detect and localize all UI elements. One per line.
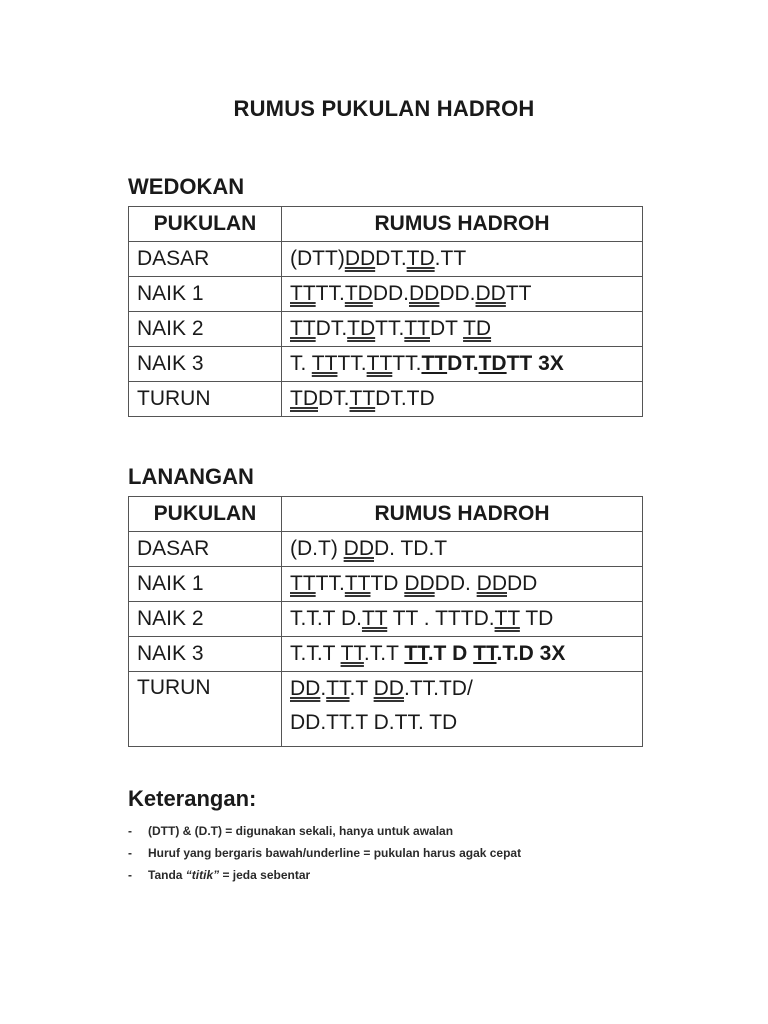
- underlined-beat: TD: [344, 282, 373, 305]
- pukulan-name: DASAR: [129, 242, 282, 277]
- underlined-beat: TT: [344, 572, 371, 595]
- pukulan-name: NAIK 3: [129, 637, 282, 672]
- formula-text: .T: [349, 677, 374, 700]
- rumus-formula: [282, 312, 643, 347]
- notes-title: Keterangan:: [128, 786, 257, 811]
- formula-text: TT.: [392, 352, 422, 375]
- bold-beat: DT.: [447, 352, 479, 375]
- bullet-dash: -: [128, 868, 132, 882]
- formula-text: TT: [505, 282, 532, 305]
- table-row: [129, 382, 643, 417]
- table-header-row: [129, 207, 643, 242]
- underlined-beat: TT: [404, 317, 430, 340]
- pukulan-name: NAIK 3: [129, 347, 282, 382]
- bold-underlined-beat: TT: [473, 642, 497, 665]
- pukulan-name: NAIK 2: [129, 312, 282, 347]
- underlined-beat: TT: [326, 677, 350, 700]
- formula-text: (D.T): [290, 537, 344, 560]
- table-row: [129, 242, 643, 277]
- pukulan-name: TURUN: [129, 382, 282, 417]
- rumus-formula: [282, 602, 643, 637]
- header-pukulan: PUKULAN: [129, 497, 282, 532]
- notes-list: [128, 820, 521, 886]
- pukulan-name: TURUN: [129, 672, 282, 747]
- formula-text: TT.: [315, 282, 345, 305]
- formula-text: D. TD.T: [374, 537, 448, 560]
- section-title-lanangan: LANANGAN: [128, 464, 254, 489]
- formula-text: .TT.TD/: [403, 677, 473, 700]
- formula-text: DT.: [315, 317, 348, 340]
- header-pukulan: PUKULAN: [129, 207, 282, 242]
- bullet-dash: -: [128, 824, 132, 838]
- underlined-beat: TD: [290, 387, 318, 410]
- underlined-beat: TT: [349, 387, 376, 410]
- formula-text: (DTT): [290, 247, 345, 270]
- table-row: [129, 602, 643, 637]
- pukulan-name: DASAR: [129, 532, 282, 567]
- underlined-beat: TT: [290, 317, 316, 340]
- formula-text: TT.: [337, 352, 367, 375]
- underlined-beat: DD: [373, 677, 404, 700]
- underlined-beat: TT: [340, 642, 364, 665]
- note-item: [128, 842, 521, 864]
- formula-text: (DTT) & (D.T) = digunakan sekali, hanya untuk awalan: [148, 824, 454, 838]
- table-row: [129, 277, 643, 312]
- bold-beat: .T.D 3X: [496, 642, 566, 665]
- table-row: [129, 312, 643, 347]
- formula-line: [290, 537, 634, 561]
- rumus-formula: [282, 382, 643, 417]
- formula-text: DD.TT.T D.TT. TD: [290, 711, 458, 734]
- rumus-formula: [282, 567, 643, 602]
- pukulan-name: NAIK 2: [129, 602, 282, 637]
- rumus-formula: [282, 347, 643, 382]
- underlined-beat: DD: [343, 537, 374, 560]
- formula-line: [290, 642, 634, 666]
- formula-text: TD: [370, 572, 405, 595]
- underlined-beat: TT: [290, 282, 316, 305]
- underlined-beat: TD: [347, 317, 376, 340]
- underlined-beat: TT: [311, 352, 338, 375]
- formula-text: DT: [429, 317, 464, 340]
- formula-line: [290, 387, 634, 411]
- table-row: [129, 567, 643, 602]
- rumus-formula: [282, 637, 643, 672]
- table-row: [129, 672, 643, 747]
- formula-text: TT.: [315, 572, 345, 595]
- underlined-beat: TD: [463, 317, 492, 340]
- italic-text: “titik”: [185, 868, 220, 882]
- table-row: [129, 637, 643, 672]
- section-title-wedokan: WEDOKAN: [128, 174, 245, 199]
- document-title: RUMUS PUKULAN HADROH: [233, 96, 535, 121]
- formula-text: T.: [290, 352, 312, 375]
- formula-line: [290, 607, 634, 631]
- formula-text: DD.: [439, 282, 476, 305]
- underlined-beat: TT: [361, 607, 388, 630]
- formula-line: [290, 706, 634, 740]
- rumus-formula: [282, 532, 643, 567]
- bold-underlined-beat: TT: [404, 642, 428, 665]
- table-row: [129, 347, 643, 382]
- pukulan-name: NAIK 1: [129, 277, 282, 312]
- formula-text: DT.: [318, 387, 350, 410]
- bold-underlined-beat: TT: [421, 352, 448, 375]
- table-wedokan: [128, 206, 643, 417]
- underlined-beat: DD: [344, 247, 376, 270]
- bold-beat: .T D: [427, 642, 474, 665]
- formula-text: T.T.T D.: [290, 607, 362, 630]
- formula-line: [290, 352, 634, 376]
- rumus-formula: [282, 672, 643, 747]
- formula-text: DD.: [372, 282, 409, 305]
- header-rumus-hadroh: RUMUS HADROH: [282, 497, 643, 532]
- underlined-beat: TD: [406, 247, 435, 270]
- note-item: [128, 864, 521, 886]
- formula-text: DT.TD: [375, 387, 435, 410]
- formula-text: DD: [507, 572, 538, 595]
- underlined-beat: DD: [475, 282, 506, 305]
- formula-line: [290, 672, 634, 706]
- formula-text: Tanda: [148, 868, 186, 882]
- bullet-dash: -: [128, 846, 132, 860]
- underlined-beat: TT: [366, 352, 393, 375]
- formula-line: [290, 572, 634, 596]
- formula-text: TT.: [375, 317, 405, 340]
- underlined-beat: TT: [494, 607, 520, 630]
- formula-text: = jeda sebentar: [219, 868, 311, 882]
- table-row: [129, 532, 643, 567]
- formula-text: .: [320, 677, 327, 700]
- formula-text: T.T.T: [290, 642, 341, 665]
- rumus-formula: [282, 242, 643, 277]
- formula-text: TT . TTTD.: [387, 607, 495, 630]
- bold-beat: TT 3X: [506, 352, 564, 375]
- table-header-row: [129, 497, 643, 532]
- pukulan-name: NAIK 1: [129, 567, 282, 602]
- rumus-formula: [282, 277, 643, 312]
- underlined-beat: TT: [290, 572, 316, 595]
- header-rumus-hadroh: RUMUS HADROH: [282, 207, 643, 242]
- formula-text: DD.: [434, 572, 477, 595]
- underlined-beat: DD: [409, 282, 440, 305]
- underlined-beat: DD: [404, 572, 435, 595]
- underlined-beat: DD: [476, 572, 507, 595]
- formula-line: [290, 247, 634, 271]
- formula-text: .T.T: [363, 642, 405, 665]
- note-item: [128, 820, 521, 842]
- formula-line: [290, 317, 634, 341]
- formula-text: TD: [519, 607, 554, 630]
- table-lanangan: [128, 496, 643, 747]
- underlined-beat: DD: [290, 677, 321, 700]
- formula-text: DT.: [375, 247, 407, 270]
- formula-line: [290, 282, 634, 306]
- formula-text: Huruf yang bergaris bawah/underline = pukulan harus agak cepat: [148, 846, 522, 860]
- bold-underlined-beat: TD: [478, 352, 507, 375]
- formula-text: .TT: [434, 247, 467, 270]
